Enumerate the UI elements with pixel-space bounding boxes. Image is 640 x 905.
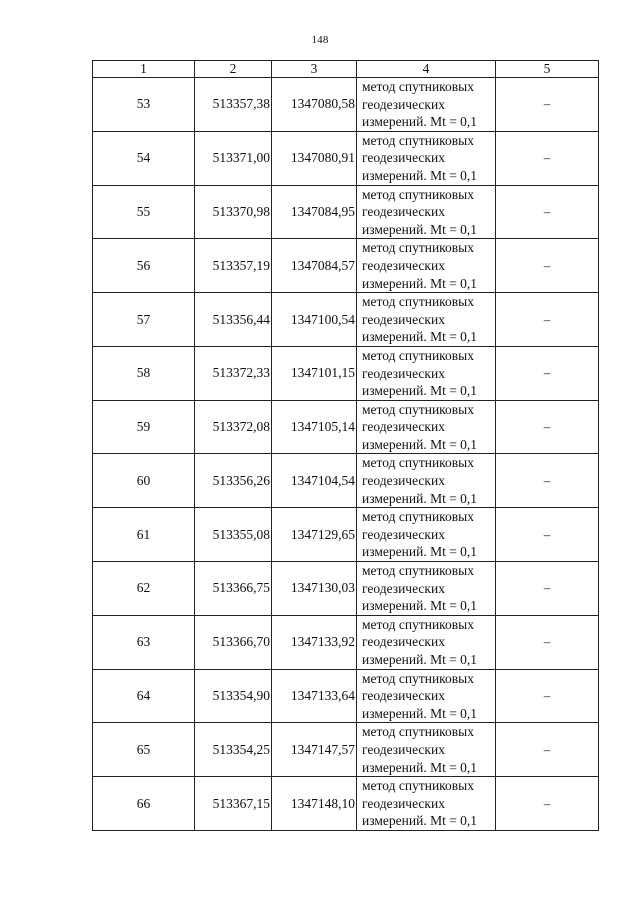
method-line: измерений. Mt = 0,1 xyxy=(362,329,478,345)
method-line: геодезических xyxy=(362,688,445,704)
method-cell xyxy=(357,293,496,347)
table-row xyxy=(93,615,599,669)
point-number-cell: 59 xyxy=(93,400,195,454)
method-line: метод спутниковых xyxy=(362,616,474,632)
header-col-1: 1 xyxy=(93,61,195,78)
method-line: геодезических xyxy=(362,741,445,757)
x-coordinate-cell: 513366,70 xyxy=(195,615,272,669)
point-number-cell: 60 xyxy=(93,454,195,508)
header-col-4: 4 xyxy=(357,61,496,78)
y-coordinate-cell: 1347129,65 xyxy=(272,508,357,562)
y-coordinate-cell: 1347104,54 xyxy=(272,454,357,508)
method-cell xyxy=(357,131,496,185)
point-number-cell: 66 xyxy=(93,777,195,831)
x-coordinate-cell: 513370,98 xyxy=(195,185,272,239)
coordinates-table xyxy=(92,60,599,831)
column-5-cell: – xyxy=(496,723,599,777)
x-coordinate-cell: 513372,08 xyxy=(195,400,272,454)
method-line: измерений. Mt = 0,1 xyxy=(362,221,478,237)
method-line: измерений. Mt = 0,1 xyxy=(362,275,478,291)
method-line: измерений. Mt = 0,1 xyxy=(362,652,478,667)
table-row xyxy=(93,777,599,831)
column-5-cell: – xyxy=(496,454,599,508)
method-line: измерений. Mt = 0,1 xyxy=(362,490,478,506)
method-line: геодезических xyxy=(362,419,445,435)
y-coordinate-cell: 1347100,54 xyxy=(272,293,357,347)
method-line: метод спутниковых xyxy=(362,563,474,579)
method-cell xyxy=(357,400,496,454)
column-5-cell: – xyxy=(496,615,599,669)
method-line: геодезических xyxy=(362,311,445,327)
method-cell xyxy=(357,562,496,616)
method-line: измерений. Mt = 0,1 xyxy=(362,544,478,560)
method-line: метод спутниковых xyxy=(362,509,474,525)
method-line: геодезических xyxy=(362,580,445,596)
x-coordinate-cell: 513356,44 xyxy=(195,293,272,347)
point-number-cell: 63 xyxy=(93,615,195,669)
x-coordinate-cell: 513372,33 xyxy=(195,346,272,400)
point-number-cell: 62 xyxy=(93,562,195,616)
header-row xyxy=(93,61,599,78)
x-coordinate-cell: 513366,75 xyxy=(195,562,272,616)
y-coordinate-cell: 1347084,95 xyxy=(272,185,357,239)
method-line: измерений. Mt = 0,1 xyxy=(362,436,478,452)
y-coordinate-cell: 1347080,91 xyxy=(272,131,357,185)
table-header xyxy=(93,61,599,78)
x-coordinate-cell: 513354,90 xyxy=(195,669,272,723)
method-cell xyxy=(357,723,496,777)
column-5-cell: – xyxy=(496,185,599,239)
y-coordinate-cell: 1347084,57 xyxy=(272,239,357,293)
table-row xyxy=(93,562,599,616)
method-line: геодезических xyxy=(362,526,445,542)
method-line: геодезических xyxy=(362,473,445,489)
x-coordinate-cell: 513356,26 xyxy=(195,454,272,508)
table-row xyxy=(93,669,599,723)
point-number-cell: 53 xyxy=(93,78,195,132)
method-line: метод спутниковых xyxy=(362,186,474,202)
method-line: геодезических xyxy=(362,634,445,650)
method-cell xyxy=(357,615,496,669)
method-line: метод спутниковых xyxy=(362,670,474,686)
x-coordinate-cell: 513357,38 xyxy=(195,78,272,132)
column-5-cell: – xyxy=(496,400,599,454)
method-line: измерений. Mt = 0,1 xyxy=(362,598,478,614)
y-coordinate-cell: 1347133,92 xyxy=(272,615,357,669)
column-5-cell: – xyxy=(496,508,599,562)
table-row xyxy=(93,723,599,777)
method-line: геодезических xyxy=(362,204,445,220)
method-line: геодезических xyxy=(362,96,445,112)
table-body xyxy=(93,78,599,831)
column-5-cell: – xyxy=(496,669,599,723)
point-number-cell: 61 xyxy=(93,508,195,562)
x-coordinate-cell: 513355,08 xyxy=(195,508,272,562)
method-cell xyxy=(357,777,496,831)
method-line: геодезических xyxy=(362,150,445,166)
y-coordinate-cell: 1347130,03 xyxy=(272,562,357,616)
method-line: метод спутниковых xyxy=(362,724,474,740)
method-line: геодезических xyxy=(362,257,445,273)
method-line: метод спутниковых xyxy=(362,401,474,417)
table-row xyxy=(93,239,599,293)
header-col-3: 3 xyxy=(272,61,357,78)
method-line: метод спутниковых xyxy=(362,132,474,148)
method-cell xyxy=(357,669,496,723)
point-number-cell: 55 xyxy=(93,185,195,239)
method-cell xyxy=(357,78,496,132)
table-row xyxy=(93,293,599,347)
column-5-cell: – xyxy=(496,239,599,293)
method-cell xyxy=(357,185,496,239)
column-5-cell: – xyxy=(496,562,599,616)
method-line: измерений. Mt = 0,1 xyxy=(362,167,478,183)
method-line: метод спутниковых xyxy=(362,294,474,310)
x-coordinate-cell: 513371,00 xyxy=(195,131,272,185)
column-5-cell: – xyxy=(496,346,599,400)
method-cell xyxy=(357,346,496,400)
x-coordinate-cell: 513354,25 xyxy=(195,723,272,777)
method-line: измерений. Mt = 0,1 xyxy=(362,114,478,130)
method-cell xyxy=(357,508,496,562)
y-coordinate-cell: 1347147,57 xyxy=(272,723,357,777)
method-line: метод спутниковых xyxy=(362,79,474,94)
method-line: метод спутниковых xyxy=(362,347,474,363)
method-cell xyxy=(357,454,496,508)
table-row xyxy=(93,185,599,239)
method-line: геодезических xyxy=(362,365,445,381)
method-line: метод спутниковых xyxy=(362,455,474,471)
point-number-cell: 54 xyxy=(93,131,195,185)
method-line: метод спутниковых xyxy=(362,778,474,794)
method-line: измерений. Mt = 0,1 xyxy=(362,759,478,775)
method-line: измерений. Mt = 0,1 xyxy=(362,383,478,399)
table-row xyxy=(93,346,599,400)
point-number-cell: 64 xyxy=(93,669,195,723)
column-5-cell: – xyxy=(496,78,599,132)
point-number-cell: 56 xyxy=(93,239,195,293)
column-5-cell: – xyxy=(496,131,599,185)
table-row xyxy=(93,508,599,562)
x-coordinate-cell: 513357,19 xyxy=(195,239,272,293)
column-5-cell: – xyxy=(496,293,599,347)
table-row xyxy=(93,400,599,454)
y-coordinate-cell: 1347101,15 xyxy=(272,346,357,400)
page-number: 148 xyxy=(311,34,329,46)
table-row xyxy=(93,131,599,185)
method-cell xyxy=(357,239,496,293)
column-5-cell: – xyxy=(496,777,599,831)
header-col-5: 5 xyxy=(496,61,599,78)
point-number-cell: 58 xyxy=(93,346,195,400)
method-line: измерений. Mt = 0,1 xyxy=(362,813,478,829)
table-row xyxy=(93,454,599,508)
y-coordinate-cell: 1347105,14 xyxy=(272,400,357,454)
y-coordinate-cell: 1347148,10 xyxy=(272,777,357,831)
point-number-cell: 65 xyxy=(93,723,195,777)
x-coordinate-cell: 513367,15 xyxy=(195,777,272,831)
method-line: метод спутниковых xyxy=(362,240,474,256)
method-line: геодезических xyxy=(362,795,445,811)
table-row xyxy=(93,78,599,132)
point-number-cell: 57 xyxy=(93,293,195,347)
method-line: измерений. Mt = 0,1 xyxy=(362,705,478,721)
header-col-2: 2 xyxy=(195,61,272,78)
y-coordinate-cell: 1347133,64 xyxy=(272,669,357,723)
y-coordinate-cell: 1347080,58 xyxy=(272,78,357,132)
